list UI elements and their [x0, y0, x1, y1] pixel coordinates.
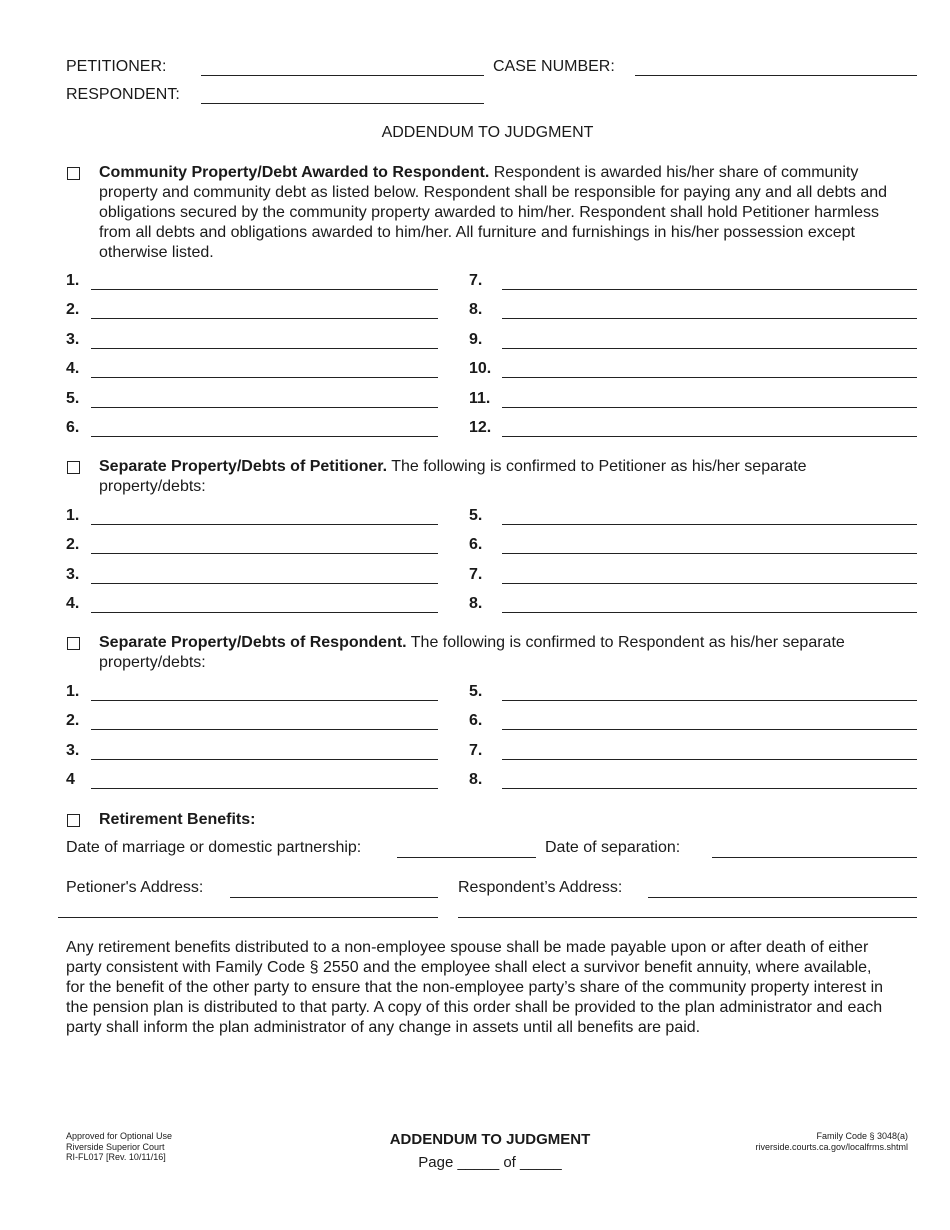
respondent-item-left-number: 2.: [66, 712, 80, 730]
community-item-right-number: 9.: [469, 330, 483, 348]
community-item-left-field[interactable]: [91, 348, 438, 349]
community-item-right-field[interactable]: [502, 348, 917, 349]
community-item-left-field[interactable]: [91, 318, 438, 319]
petitioner-address-line-2[interactable]: [58, 917, 438, 918]
community-item-right-field[interactable]: [502, 407, 917, 408]
footer-left-line-3: RI-FL017 [Rev. 10/11/16]: [66, 1152, 166, 1162]
community-item-left-number: 2.: [66, 301, 80, 319]
separation-date-field[interactable]: [712, 857, 917, 858]
respondent-separate-checkbox[interactable]: [67, 637, 80, 650]
footer-approval: [66, 1131, 172, 1163]
respondent-item-left-number: 3.: [66, 741, 80, 759]
community-property-checkbox[interactable]: [67, 167, 80, 180]
petitioner-item-left-field[interactable]: [91, 583, 438, 584]
petitioner-separate-text: The following is confirmed to Petitioner as his/her separate property/debts:: [99, 458, 807, 495]
footer-left-line-2: Riverside Superior Court: [66, 1141, 165, 1152]
petitioner-separate-heading: Separate Property/Debts of Petitioner.: [99, 458, 388, 475]
community-item-left-number: 3.: [66, 330, 80, 348]
respondent-separate-text: The following is confirmed to Respondent as his/her separate property/debts:: [99, 634, 845, 671]
community-item-left-number: 5.: [66, 389, 80, 407]
respondent-item-right-number: 8.: [469, 771, 483, 789]
community-item-left-number: 6.: [66, 419, 80, 436]
community-property-heading: Community Property/Debt Awarded to Respondent.: [99, 164, 490, 181]
petitioner-item-left-number: 4.: [66, 595, 80, 613]
footer-right-line-2: riverside.courts.ca.gov/localfrms.shtml: [755, 1141, 908, 1152]
footer-center: [340, 1131, 640, 1173]
respondent-item-left-field[interactable]: [91, 788, 438, 789]
retirement-benefits-heading: Retirement Benefits:: [99, 811, 256, 828]
community-item-right-field[interactable]: [502, 377, 917, 378]
community-item-left-field[interactable]: [91, 377, 438, 378]
petitioner-separate-checkbox[interactable]: [67, 461, 80, 474]
community-item-left-field[interactable]: [91, 436, 438, 437]
petitioner-item-left-number: 1.: [66, 507, 80, 524]
petitioner-item-right-number: 8.: [469, 595, 483, 613]
respondent-item-right-number: 6.: [469, 712, 483, 730]
petitioner-field[interactable]: [201, 75, 484, 76]
respondent-item-left-field[interactable]: [91, 759, 438, 760]
community-item-right-number: 7.: [469, 272, 483, 289]
respondent-item-right-number: 5.: [469, 683, 483, 700]
petitioner-item-left-field[interactable]: [91, 553, 438, 554]
petitioner-address-field[interactable]: [230, 897, 438, 898]
respondent-item-right-number: 7.: [469, 741, 483, 759]
footer-right-line-1: Family Code § 3048(a): [816, 1131, 908, 1141]
community-property-paragraph: [99, 163, 914, 263]
community-property-text: Respondent is awarded his/her share of community property and community debt as listed below. Respondent shall be responsible for paying any and all debts and obligations secured by the community property awarded to him/her. Respondent shall hold Petitioner harmless from all debts and obligations awarded to him/her. All furniture and furnishings in his/her possession except otherwise listed.: [99, 164, 888, 261]
community-item-right-number: 10.: [469, 360, 492, 378]
retirement-paragraph: Any retirement benefits distributed to a non-employee spouse shall be made payable upon or after death of either party consistent with Family Code § 2550 and the employee shall elect a survivor benefit annuity, where available, for the benefit of the other party to ensure that the non-employee party’s share of the community property interest in the pension plan is distributed to that party. A copy of this order shall be provided to the plan administrator and each party shall inform the plan administrator of any change in assets until all benefits are paid.: [66, 939, 884, 1036]
petitioner-item-left-number: 3.: [66, 565, 80, 583]
respondent-separate-paragraph: [99, 633, 914, 673]
case-number-label: CASE NUMBER:: [493, 58, 615, 75]
footer-reference: [755, 1131, 908, 1152]
footer-page-count: Page _____ of _____: [418, 1154, 562, 1171]
community-item-left-number: 4.: [66, 360, 80, 378]
respondent-item-right-field[interactable]: [502, 759, 917, 760]
respondent-address-line-2[interactable]: [458, 917, 917, 918]
page-title: ADDENDUM TO JUDGMENT: [381, 124, 594, 141]
respondent-field[interactable]: [201, 103, 484, 104]
petitioner-item-left-field[interactable]: [91, 524, 438, 525]
petitioner-address-label: Petioner's Address:: [66, 879, 204, 896]
respondent-address-field[interactable]: [648, 897, 917, 898]
petitioner-item-right-field[interactable]: [502, 524, 917, 525]
community-item-right-field[interactable]: [502, 289, 917, 290]
community-item-left-field[interactable]: [91, 289, 438, 290]
petitioner-item-right-field[interactable]: [502, 612, 917, 613]
respondent-item-right-field[interactable]: [502, 788, 917, 789]
respondent-label: RESPONDENT:: [66, 86, 180, 103]
case-number-field[interactable]: [635, 75, 917, 76]
respondent-item-left-field[interactable]: [91, 729, 438, 730]
community-item-right-number: 11.: [469, 389, 491, 407]
community-item-right-number: 12.: [469, 419, 492, 436]
petitioner-item-left-field[interactable]: [91, 612, 438, 613]
petitioner-label: PETITIONER:: [66, 58, 167, 75]
community-item-right-number: 8.: [469, 301, 483, 319]
community-item-left-number: 1.: [66, 272, 80, 289]
petitioner-item-right-field[interactable]: [502, 553, 917, 554]
respondent-separate-heading: Separate Property/Debts of Respondent.: [99, 634, 407, 651]
respondent-item-right-field[interactable]: [502, 700, 917, 701]
respondent-item-left-field[interactable]: [91, 700, 438, 701]
respondent-address-label: Respondent’s Address:: [458, 879, 623, 896]
community-item-left-field[interactable]: [91, 407, 438, 408]
petitioner-item-right-number: 7.: [469, 565, 483, 583]
marriage-date-label: Date of marriage or domestic partnership:: [66, 839, 362, 856]
petitioner-item-right-number: 6.: [469, 536, 483, 554]
petitioner-item-left-number: 2.: [66, 536, 80, 554]
respondent-item-right-field[interactable]: [502, 729, 917, 730]
marriage-date-field[interactable]: [397, 857, 536, 858]
respondent-item-left-number: 4: [66, 771, 75, 789]
separation-date-label: Date of separation:: [545, 839, 681, 856]
community-item-right-field[interactable]: [502, 436, 917, 437]
footer-title: ADDENDUM TO JUDGMENT: [389, 1131, 591, 1148]
respondent-item-left-number: 1.: [66, 683, 80, 700]
petitioner-item-right-field[interactable]: [502, 583, 917, 584]
petitioner-separate-paragraph: [99, 457, 914, 497]
community-item-right-field[interactable]: [502, 318, 917, 319]
petitioner-item-right-number: 5.: [469, 507, 483, 524]
retirement-benefits-checkbox[interactable]: [67, 814, 80, 827]
footer-left-line-1: Approved for Optional Use: [66, 1131, 173, 1141]
